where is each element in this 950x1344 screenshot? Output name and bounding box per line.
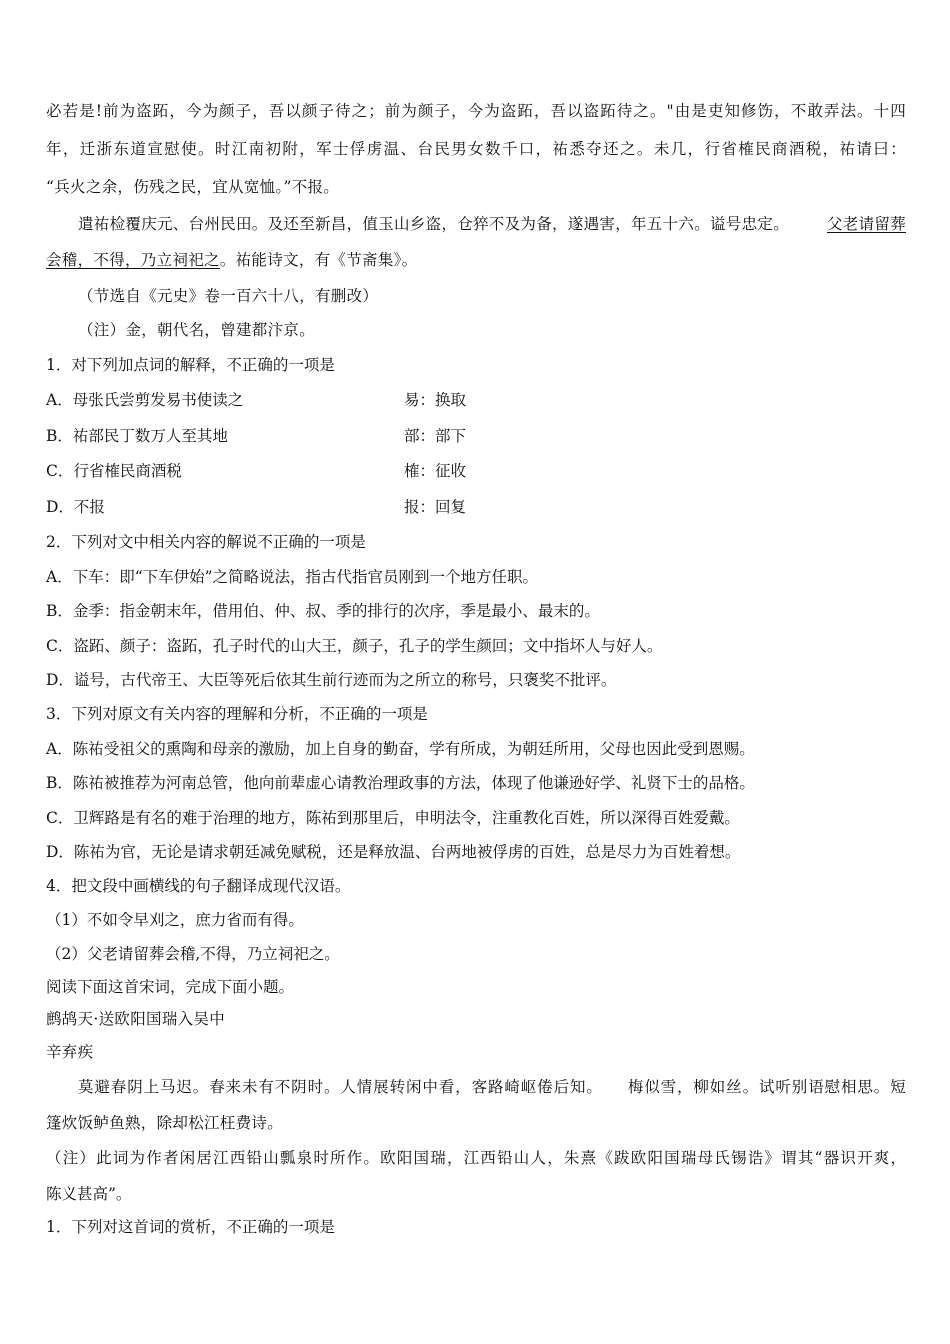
poem-note: （注）此词为作者闲居江西铅山瓢泉时所作。欧阳国瑞，江西铅山人，朱熹《跋欧阳国瑞母氏锡诰》谓其“器识开爽，: [46, 1149, 906, 1167]
translation-item: （2）父老请留葬会稽,不得，乃立祠祀之。: [46, 945, 340, 963]
option-gloss: 榷：征收: [404, 462, 467, 480]
passage-text: 。祐能诗文，有《节斋集》。: [219, 251, 418, 269]
question-stem: 2．下列对文中相关内容的解说不正确的一项是: [46, 533, 366, 551]
option-text: A．下车：即“下车伊始”之简略说法，指古代指官员刚到一个地方任职。: [46, 568, 539, 586]
option-text: D．不报: [46, 498, 105, 516]
underlined-sentence: 会稽，不得，乃立祠祀之: [46, 251, 220, 269]
section-intro: 阅读下面这首宋词，完成下面小题。: [46, 978, 295, 996]
question-stem: 1．对下列加点词的解释，不正确的一项是: [46, 356, 335, 374]
option-text: C．行省榷民商酒税: [46, 462, 182, 480]
passage-line: 年，迁浙东道宣慰使。时江南初附，军士俘虏温、台民男女数千口，祐悉夺还之。未几，行省榷民商酒税，祐请曰：: [46, 140, 906, 158]
question-stem: 3．下列对原文有关内容的理解和分析，不正确的一项是: [46, 705, 428, 723]
poem-author: 辛弃疾: [46, 1043, 94, 1061]
option-text: A．母张氏尝剪发易书使读之: [46, 391, 244, 409]
option-gloss: 部：部下: [404, 427, 467, 445]
passage-line: [78, 214, 906, 234]
option-text: B．祐部民丁数万人至其地: [46, 427, 228, 445]
option-gloss: 报：回复: [404, 498, 467, 516]
option-text: A．陈祐受祖父的熏陶和母亲的激励，加上自身的勤奋，学有所成，为朝廷所用，父母也因此受到恩赐。: [46, 740, 755, 758]
option-text: C．卫辉路是有名的难于治理的地方，陈祐到那里后，申明法令，注重教化百姓，所以深得百姓爱戴。: [46, 809, 740, 827]
question-stem: 4．把文段中画横线的句子翻译成现代汉语。: [46, 877, 351, 895]
option-text: C．盗跖、颜子：盗跖，孔子时代的山大王，颜子，孔子的学生颜回；文中指坏人与好人。: [46, 637, 663, 655]
translation-item: （1）不如令早刈之，庶力省而有得。: [46, 911, 304, 929]
underlined-sentence: 父老请留葬: [826, 215, 906, 233]
question-stem: 1．下列对这首词的赏析，不正确的一项是: [46, 1218, 335, 1236]
option-text: D．谥号，古代帝王、大臣等死后依其生前行迹而为之所立的称号，只褒奖不批评。: [46, 671, 617, 689]
footnote: （注）金，朝代名，曾建都汴京。: [78, 321, 316, 339]
poem-line: 莫避春阴上马迟。春来未有不阴时。人情展转闲中看，客路崎岖倦后知。 梅似雪，柳如丝。试听别语慰相思。短: [78, 1078, 906, 1096]
passage-line: “兵火之余，伤残之民，宜从宽恤。”不报。: [46, 178, 340, 196]
option-gloss: 易：换取: [404, 391, 467, 409]
poem-line: 篷炊饭鲈鱼熟，除却松江枉费诗。: [46, 1114, 284, 1132]
passage-line: 必若是!前为盗跖，今为颜子，吾以颜子待之；前为颜子，今为盗跖，吾以盗跖待之。"由是吏知修饬，不敢弄法。十四: [46, 102, 906, 120]
poem-note: 陈义甚高”。: [46, 1185, 132, 1203]
option-text: B．金季：指金朝末年，借用伯、仲、叔、季的排行的次序，季是最小、最末的。: [46, 602, 600, 620]
option-text: D．陈祐为官，无论是请求朝廷减免赋税，还是释放温、台两地被俘虏的百姓，总是尽力为百姓着想。: [46, 843, 741, 861]
passage-line: [46, 250, 906, 270]
passage-text: 遣祐检覆庆元、台州民田。及还至新昌，值玉山乡盗，仓猝不及为备，遂遇害，年五十六。谥号忠定。: [78, 215, 790, 233]
option-text: B．陈祐被推荐为河南总管，他向前辈虚心请教治理政事的方法，体现了他谦逊好学、礼贤下士的品格。: [46, 774, 755, 792]
poem-title: 鹧鸪天·送欧阳国瑞入吴中: [46, 1010, 226, 1028]
source-citation: （节选自《元史》卷一百六十八，有删改）: [78, 287, 379, 305]
